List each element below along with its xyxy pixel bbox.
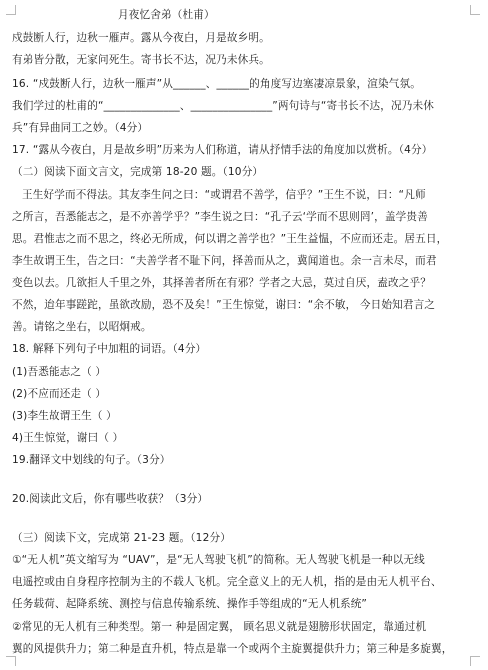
classical-text-line: 李生故谓王生，告之曰：“夫善学者不耻下问，择善而从之，冀闻道也。余一言未尽，而君: [12, 255, 437, 267]
section-3-heading: （三）阅读下文，完成第 21-23 题。（12分）: [12, 532, 231, 544]
classical-text-line: 变色以去。几欲拒人千里之外，其择善者所在有邪？学者之大忌，莫过自厌，盍改之乎？: [12, 277, 432, 289]
classical-text-line: 王生好学而不得法。其友李生问之曰：“或谓君不善学，信乎？”王生不说，曰：“凡师: [22, 189, 426, 201]
question-20: 20.阅读此文后，你有哪些收获？（3分）: [12, 493, 209, 505]
passage-line: 任务载荷、起降系统、测控与信息传输系统、操作手等组成的“无人机系统”: [12, 598, 368, 610]
question-18-item: (3)李生故谓王生（ ）: [12, 410, 117, 422]
poem-line: 戍鼓断人行，边秋一雁声。露从今夜白，月是故乡明。: [12, 32, 270, 44]
question-16-cont: 我们学过的杜甫的“______________、_______________”两句诗与“寄书长不达，况乃未休: [12, 100, 434, 112]
passage-line: ①“无人机”英文缩写为 “UAV”，是“无人驾驶飞机”的简称。无人驾驶飞机是一种以无线: [12, 554, 425, 566]
passage-line: ②常见的无人机有三种类型。第一 种是固定翼， 顾名思义就是翅膀形状固定，靠通过机: [12, 621, 427, 633]
crop-mark: [6, 656, 16, 666]
crop-mark: [6, 5, 16, 15]
question-18-item: (1)吾悉能志之（ ）: [12, 366, 107, 378]
classical-text-line: 思。君惟志之而不思之，终必无所成，何以谓之善学也？”王生益愠，不应而还走。居五日，: [12, 233, 448, 245]
question-18-item: (2)不应而还走（ ）: [12, 388, 107, 400]
question-18: 18. 解释下列句子中加粗的词语。（4分）: [12, 343, 207, 355]
crop-mark: [470, 656, 480, 666]
section-2-heading: （二）阅读下面文言文，完成第 18-20 题。（10分）: [12, 166, 264, 178]
question-19: 19.翻译文中划线的句子。（3分）: [12, 454, 171, 466]
classical-text-line: 之所言，吾悉能志之，是不亦善学乎？”李生说之曰：“孔子云‘学而不思则罔’，盖学贵善: [12, 211, 428, 223]
crop-mark: [470, 5, 480, 15]
passage-line: 电遥控或由自身程序控制为主的不载人飞机。完全意义上的无人机，指的是由无人机平台、: [12, 576, 442, 588]
passage-line: 翼的风提供升力；第二种是直升机，特点是靠一个或两个主旋翼提供升力；第三种是多旋翼，: [12, 643, 453, 655]
poem-line: 有弟皆分散，无家问死生。寄书长不达，况乃未休兵。: [12, 54, 270, 66]
question-17: 17. “露从今夜白，月是故乡明”历来为人们称道，请从抒情手法的角度加以赏析。（4分）: [12, 144, 433, 156]
classical-text-line: 善。请铭之坐右，以昭炯戒。: [12, 321, 152, 333]
poem-title: 月夜忆舍弟（杜甫）: [118, 9, 215, 21]
question-16-cont: 兵”有异曲同工之妙。（4分）: [12, 122, 149, 134]
question-16: 16. “戍鼓断人行，边秋一雁声”从______、______的角度写边塞凄凉景象，渲染气氛。: [12, 78, 422, 90]
classical-text-line: 不然，迨年事蹉跎，虽欲改励，恐不及矣！”王生惊觉，谢曰：“余不敏， 今日始知君言之: [12, 299, 436, 311]
question-18-item: 4)王生惊觉，谢曰（ ）: [12, 432, 124, 444]
